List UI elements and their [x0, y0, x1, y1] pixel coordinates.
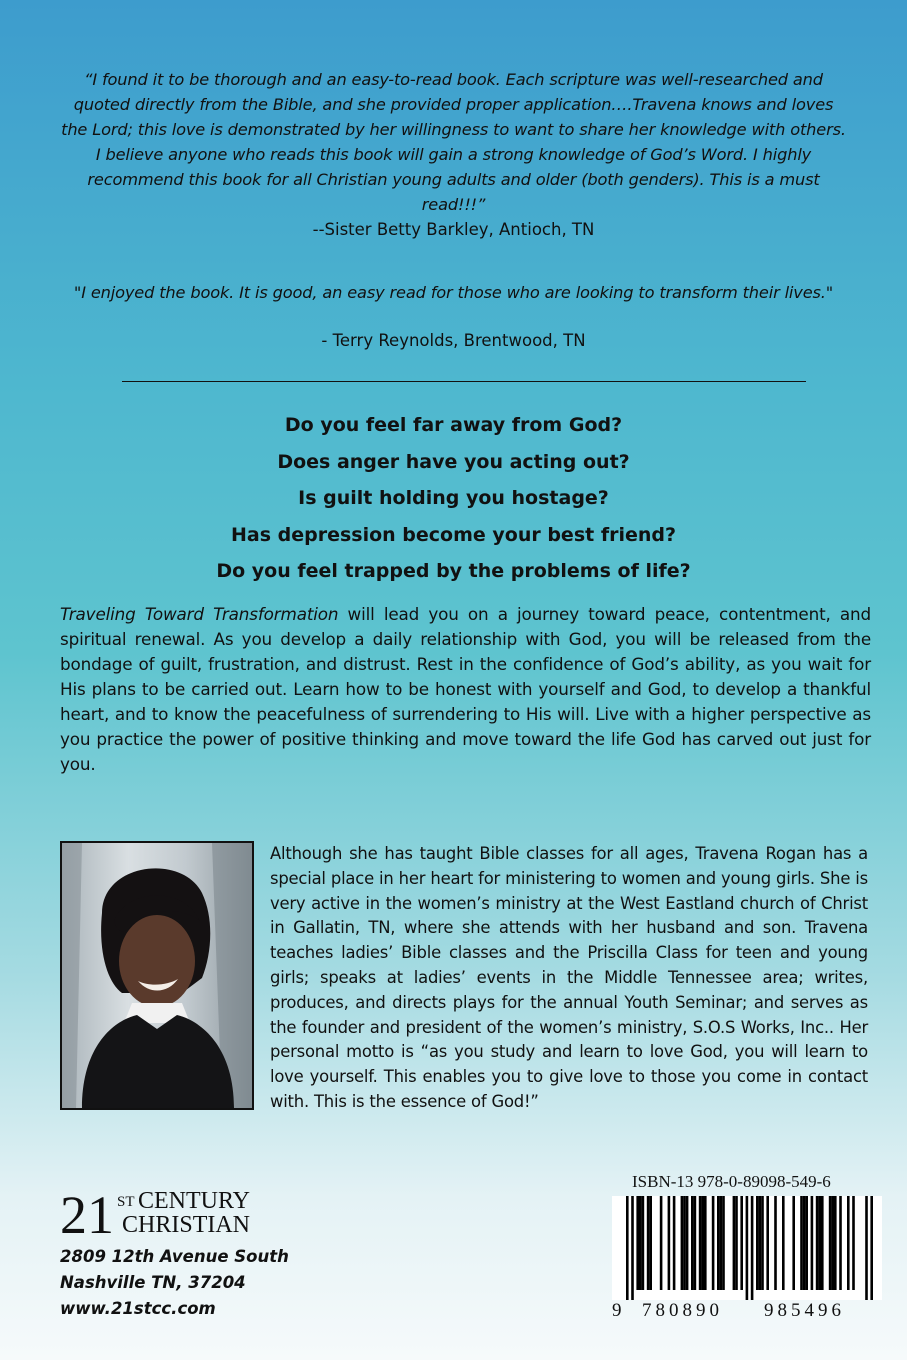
testimonial-attribution-1: --Sister Betty Barkley, Antioch, TN [312, 220, 595, 239]
question-item: Do you feel far away from God? [284, 414, 623, 436]
barcode-bar [704, 1196, 707, 1290]
barcode-bar [821, 1196, 824, 1290]
barcode-bar [865, 1196, 868, 1300]
barcode-bar [805, 1196, 808, 1290]
barcode-bar [717, 1196, 720, 1290]
author-bio: Although she has taught Bible classes for all ages, Travena Rogan has a special place in her heart for ministering to women and young girls. She is very active in the women’s ministry at the West Eastland church of Christ in Gallatin, TN, where she attends with her husband and son. Travena teaches ladies’ Bible classes and the Priscilla Class for teen and young girls; speaks at ladies’ events in the Middle Tennessee area; writes, produces, and directs plays for the annual Youth Seminar; and serves as the founder and president of the women’s ministry, S.O.S Works, Inc.. Her personal motto is “as you study and learn to love God, you will learn to love yourself. This enables you to give love to those you come in contact with. This is the essence of God!” [270, 844, 868, 1111]
isbn-barcode [612, 1196, 882, 1300]
barcode-bar [818, 1196, 821, 1290]
barcode-digits-left: 780890 [642, 1300, 723, 1321]
barcode-bar [626, 1196, 629, 1300]
barcode-digits-right: 985496 [764, 1300, 845, 1321]
barcode-bar [636, 1196, 639, 1290]
barcode-digit-first: 9 [612, 1300, 622, 1321]
logo-word-century: CENTURY [138, 1188, 251, 1214]
testimonial-quote-2: "I enjoyed the book. It is good, an easy read for those who are looking to transform their lives." [73, 283, 834, 302]
barcode-bar [681, 1196, 684, 1290]
barcode-bar [816, 1196, 819, 1290]
barcode-bar [699, 1196, 702, 1290]
book-description [60, 602, 871, 777]
barcode-bar [774, 1196, 777, 1290]
barcode-bar [649, 1196, 652, 1290]
question-item: Has depression become your best friend? [230, 523, 677, 546]
barcode-bar [712, 1196, 715, 1290]
barcode-bar [701, 1196, 704, 1290]
barcode-bar [834, 1196, 837, 1290]
barcode-bar [722, 1196, 725, 1290]
book-title: Traveling Toward Transformation [60, 604, 339, 624]
barcode-bar [673, 1196, 676, 1290]
question-item: Is guilt holding you hostage? [298, 487, 609, 509]
question-item: Do you feel trapped by the problems of life? [216, 560, 691, 582]
barcode-bar [800, 1196, 803, 1290]
testimonial-attribution-2: - Terry Reynolds, Brentwood, TN [321, 331, 586, 350]
barcode-bar [811, 1196, 814, 1290]
barcode-bar [852, 1196, 855, 1290]
barcode-bar [782, 1196, 785, 1290]
isbn-label: ISBN-13 978-0-89098-549-6 [632, 1172, 831, 1191]
barcode-bar [683, 1196, 686, 1290]
barcode-bar [803, 1196, 806, 1290]
barcode-bar [829, 1196, 832, 1290]
logo-number: 21 [60, 1186, 114, 1245]
barcode-bar [831, 1196, 834, 1290]
divider-rule [122, 381, 806, 382]
logo-word-christian: CHRISTIAN [122, 1212, 251, 1238]
barcode-bar [839, 1196, 842, 1290]
barcode-bar [847, 1196, 850, 1290]
publisher-address-line2: Nashville TN, 37204 [60, 1273, 246, 1292]
question-item: Does anger have you acting out? [277, 450, 630, 473]
barcode-bar [686, 1196, 689, 1290]
barcode-bar [756, 1196, 759, 1290]
barcode-bar [660, 1196, 663, 1290]
publisher-logo [60, 1186, 300, 1246]
barcode-bar [733, 1196, 736, 1290]
barcode-bar [642, 1196, 645, 1290]
barcode-bar [870, 1196, 873, 1300]
publisher-website[interactable]: www.21stcc.com [60, 1299, 216, 1318]
barcode-bar [691, 1196, 694, 1290]
barcode-bar [746, 1196, 749, 1300]
barcode-bar [759, 1196, 762, 1290]
logo-superscript: ST [117, 1194, 135, 1210]
barcode-bar [792, 1196, 795, 1290]
description-text: will lead you on a journey toward peace, contentment, and spiritual renewal. As you develop a daily relationship with God, you will be released from the bondage of guilt, frustration, and distrust. Rest in the confidence of God’s ability, as you wait for His plans to be carried out. Learn how to be honest with yourself and God, to develop a thankful heart, and to know the peacefulness of surrendering to His will. Live with a higher perspective as you practice the power of positive thinking and move toward the life God has carved out just for you. [60, 604, 871, 774]
publisher-address-line1: 2809 12th Avenue South [60, 1247, 289, 1266]
barcode-bar [647, 1196, 650, 1290]
barcode-bar [740, 1196, 743, 1290]
author-photo [60, 841, 254, 1110]
barcode-bar [639, 1196, 642, 1290]
barcode-bar [751, 1196, 754, 1300]
barcode-bar [761, 1196, 764, 1290]
barcode-bar [668, 1196, 671, 1290]
barcode-bar [631, 1196, 634, 1300]
question-list [0, 407, 907, 590]
barcode-bar [720, 1196, 723, 1290]
testimonial-quote-1: “I found it to be thorough and an easy-to-read book. Each scripture was well-researched and quoted directly from the Bible, and she provided proper application….Travena knows and loves the Lord; this love is demonstrated by her willingness to want to share her knowledge with others. I believe anyone who reads this book will gain a strong knowledge of God’s Word. I highly recommend this book for all Christian young adults and older (both genders). This is a must read!!!” [61, 70, 846, 214]
barcode-bar [694, 1196, 697, 1290]
barcode-bar [735, 1196, 738, 1290]
barcode-bar [766, 1196, 769, 1290]
